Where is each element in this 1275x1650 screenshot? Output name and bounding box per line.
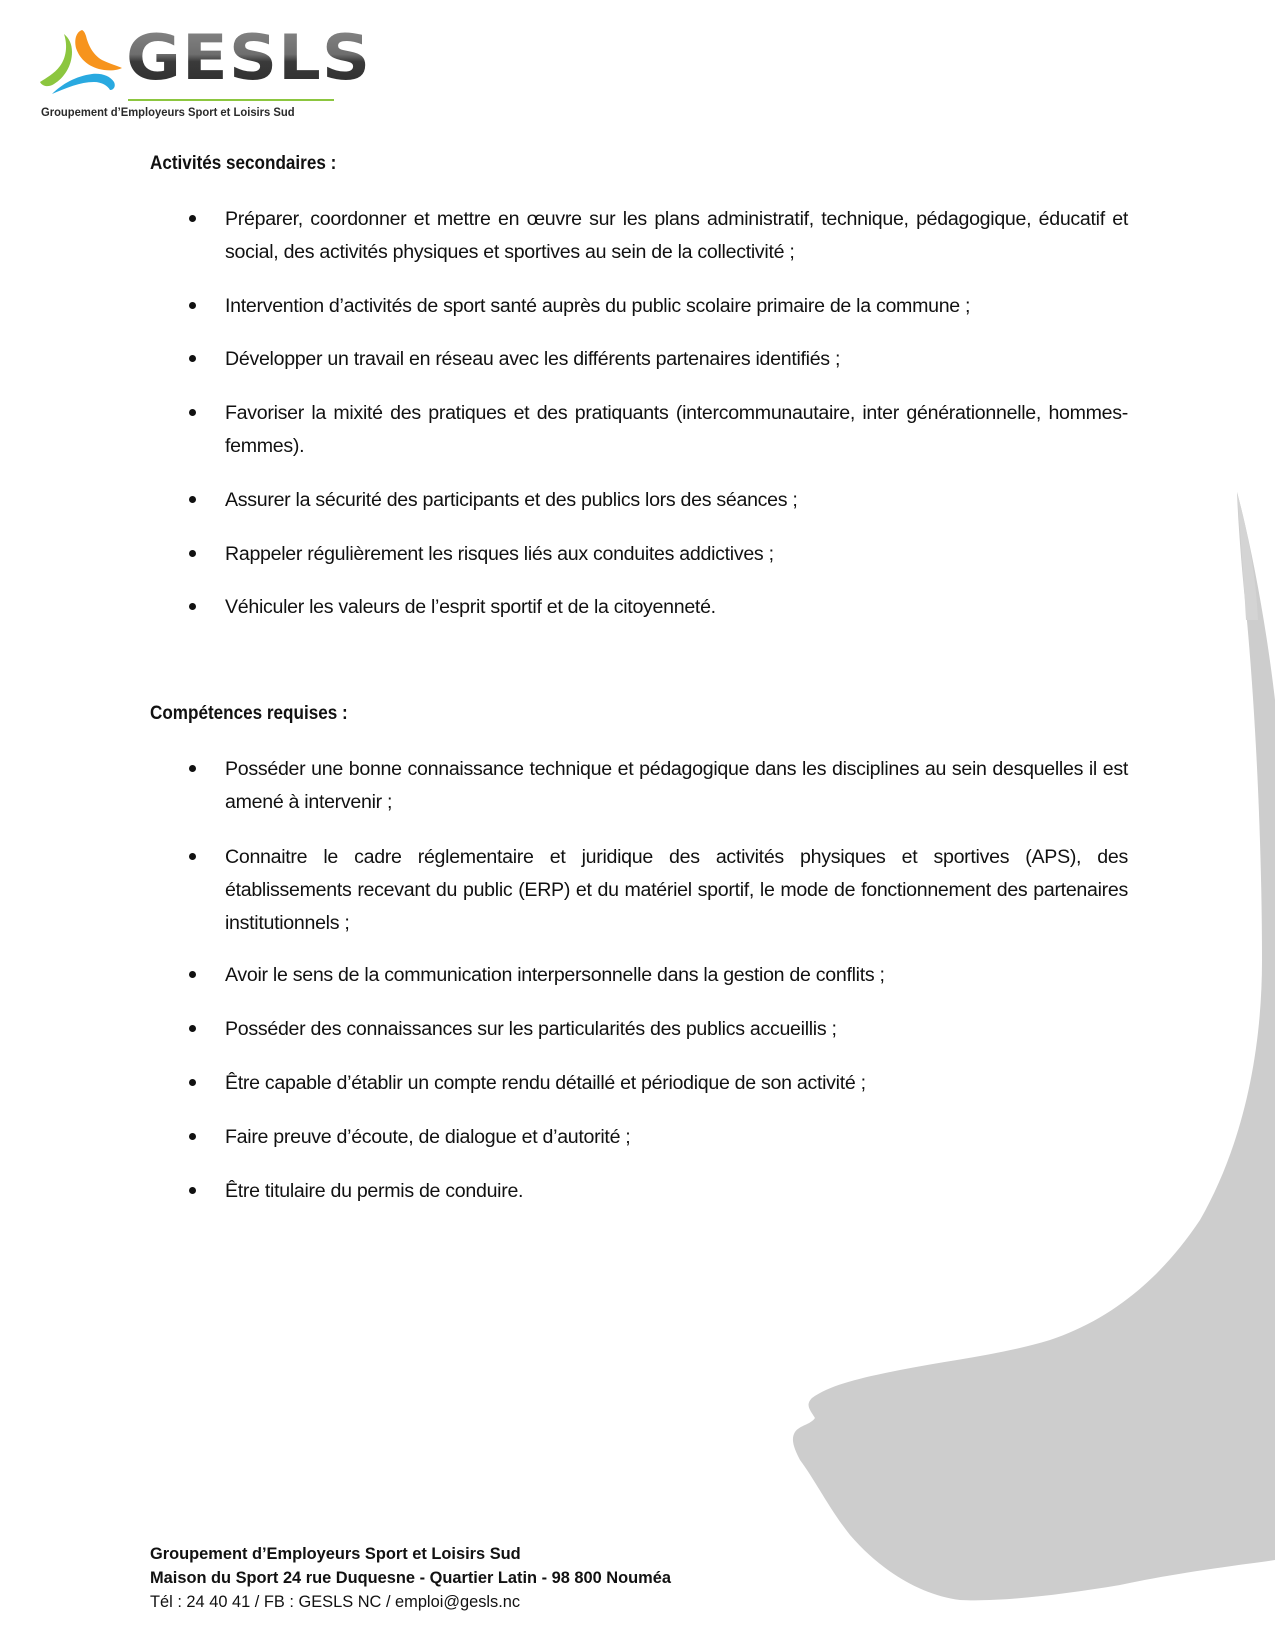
bullet-icon — [189, 1025, 196, 1032]
bullet-icon — [189, 1079, 196, 1086]
footer-organization: Groupement d’Employeurs Sport et Loisirs Sud — [150, 1545, 521, 1563]
logo-subtitle: Groupement d’Employeurs Sport et Loisirs Sud — [41, 105, 295, 119]
list-item-text: Posséder une bonne connaissance technique et pédagogique dans les disciplines au sein desquelles il est amené à intervenir ; — [225, 758, 1128, 813]
footer-contact: Tél : 24 40 41 / FB : GESLS NC / emploi@gesls.nc — [150, 1593, 521, 1611]
bullet-icon — [189, 853, 196, 860]
list-item-text: Développer un travail en réseau avec les différents partenaires identifiés ; — [225, 348, 841, 370]
brush-shape-edge — [1237, 492, 1258, 620]
bullet-icon — [189, 603, 196, 610]
list-item-text: Rappeler régulièrement les risques liés aux conduites addictives ; — [225, 543, 774, 565]
list-item-text: Avoir le sens de la communication interpersonnelle dans la gestion de conflits ; — [225, 964, 885, 986]
logo-underline — [128, 99, 334, 101]
list-item-text: Être capable d’établir un compte rendu détaillé et périodique de son activité ; — [225, 1072, 866, 1094]
logo-mark-icon — [38, 28, 124, 96]
brush-shape — [793, 492, 1275, 1600]
section-heading-activites-secondaires: Activités secondaires : — [150, 153, 337, 174]
bullet-icon — [189, 355, 196, 362]
gesls-logo — [38, 21, 372, 120]
list-item-text: Assurer la sécurité des participants et des publics lors des séances ; — [225, 489, 798, 511]
bullet-icon — [189, 1133, 196, 1140]
page-footer — [150, 1542, 671, 1614]
list-item-text: Préparer, coordonner et mettre en œuvre sur les plans administratif, technique, pédagogique, éducatif et social, des activités physiques et sportives au sein de la collectivité ; — [225, 208, 1128, 263]
bullet-icon — [189, 971, 196, 978]
section-heading-competences-requises: Compétences requises : — [150, 703, 348, 724]
bullet-icon — [189, 1187, 196, 1194]
bullet-icon — [189, 765, 196, 772]
list-item-text: Faire preuve d’écoute, de dialogue et d’autorité ; — [225, 1126, 631, 1148]
bullet-icon — [189, 302, 196, 309]
bullet-icon — [189, 409, 196, 416]
list-item-text: Posséder des connaissances sur les particularités des publics accueillis ; — [225, 1018, 837, 1040]
list-item-text: Connaitre le cadre réglementaire et juridique des activités physiques et sportives (APS), des établissements recevant du public (ERP) et du matériel sportif, le mode de fonctionnement des partenaires institutionnels ; — [225, 846, 1128, 934]
list-item-text: Véhiculer les valeurs de l’esprit sportif et de la citoyenneté. — [225, 596, 716, 618]
bullet-icon — [189, 550, 196, 557]
logo-orange-swoosh — [75, 30, 122, 70]
logo-green-swoosh — [40, 34, 72, 86]
list-item-text: Être titulaire du permis de conduire. — [225, 1180, 524, 1202]
bullet-icon — [189, 496, 196, 503]
logo-wordmark: GESLS — [126, 21, 372, 94]
bullet-icon — [189, 215, 196, 222]
footer-address: Maison du Sport 24 rue Duquesne - Quartier Latin - 98 800 Nouméa — [150, 1569, 671, 1587]
list-item-text: Favoriser la mixité des pratiques et des pratiquants (intercommunautaire, inter générationnelle, hommes-femmes). — [225, 402, 1128, 457]
list-item-text: Intervention d’activités de sport santé auprès du public scolaire primaire de la commune ; — [225, 295, 971, 317]
